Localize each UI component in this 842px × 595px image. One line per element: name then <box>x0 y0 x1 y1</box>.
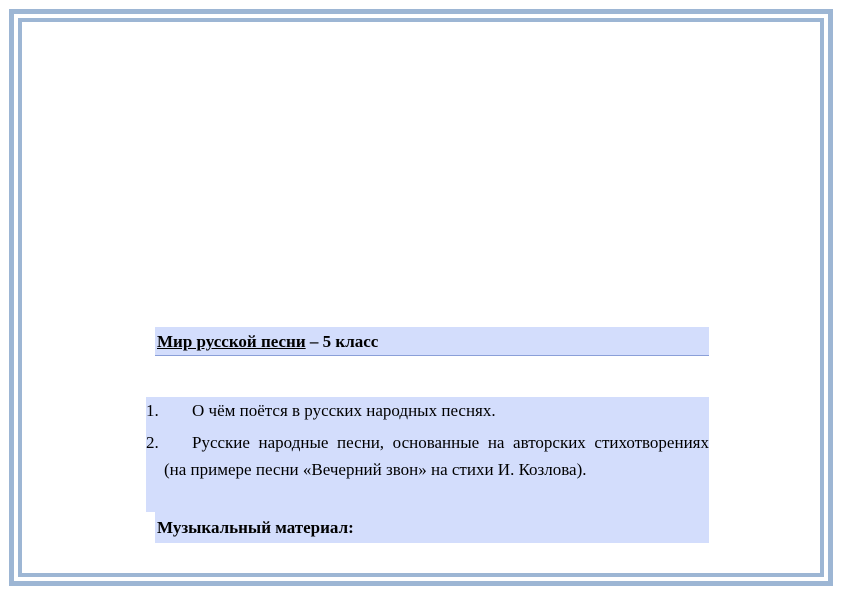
music-material-heading: Музыкальный материал: <box>155 512 709 543</box>
list-item-text: Русские народные песни, основанные на авторских стихотворениях (на примере песни «Вечерний звон» на стихи И. Козлова). <box>164 433 709 479</box>
list-item <box>146 429 709 512</box>
list-item-number: 1. <box>146 401 159 420</box>
lesson-title-topic: Мир русской песни <box>157 332 306 351</box>
list-item <box>146 397 709 424</box>
lesson-title-grade: – 5 класс <box>305 332 379 351</box>
lesson-title <box>155 327 709 356</box>
topic-list <box>146 397 709 512</box>
list-item-text: О чём поётся в русских народных песнях. <box>192 401 496 420</box>
list-item-number: 2. <box>146 433 159 452</box>
